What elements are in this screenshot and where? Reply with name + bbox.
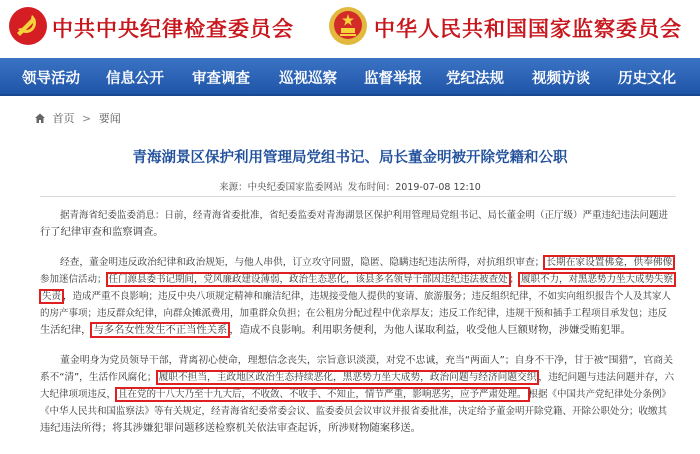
paragraph-line: 《中华人民共和国监察法》等有关规定，经青海省纪委常委会议、监委委员会议审议并报省委批准，决定给予董金明开除党籍、开除公职处分；收缴其 — [40, 406, 668, 417]
highlight-box: 履职不力，对黑恶势力坐大成势失察 — [518, 272, 676, 287]
paragraph-line: 行了纪律审查和监察调查。 — [40, 226, 164, 238]
nav-item-regulations[interactable]: 党纪法规 — [446, 71, 504, 87]
paragraph-line — [40, 254, 676, 271]
paragraph-line: 董金明身为党员领导干部，背离初心使命，理想信念丧失，宗旨意识淡漠，对党不忠诚，充当“两面人”；自身不干净，甘于被“围猎”，官商关 — [60, 355, 673, 366]
paragraph-line — [40, 386, 676, 403]
nav-item-video[interactable]: 视频访谈 — [532, 71, 590, 87]
breadcrumb-home[interactable]: 首页 — [52, 112, 75, 125]
text-span: 生活纪律， — [40, 324, 92, 336]
text-span: ，违纪问题与违法问题并存，六 — [538, 372, 675, 383]
main-nav — [0, 58, 700, 96]
text-span: 根据《中国共产党纪律处分条例》 — [528, 389, 672, 400]
paragraph-line: 的房产事项；违反群众纪律，向群众摊派费用，加重群众负担；在公租房分配过程中优亲厚友；违反工作纪律，违规干预和插手工程项目承发包；违反 — [40, 308, 668, 319]
org-name-ccdi: 中共中央纪律检查委员会 — [52, 16, 294, 41]
text-span: ，造成不良影响。利用职务便利，为他人谋取利益，收受他人巨额财物，涉嫌受贿犯罪。 — [229, 324, 631, 336]
highlight-box: 长期在家设置佛龛，供奉佛像 — [543, 255, 675, 270]
paragraph-line — [40, 322, 676, 339]
text-span: 大纪律项项违反， — [40, 389, 117, 400]
text-span: ，造成严重不良影响；违反中央八项规定精神和廉洁纪律，违规接受他人提供的宴请、旅游服务；违反组织纪律，不如实向组织报告个人及其家人 — [63, 291, 672, 302]
nav-item-leadership[interactable]: 领导活动 — [22, 71, 80, 87]
home-icon — [34, 112, 46, 124]
text-span: ； — [509, 274, 520, 285]
article-date: 发布时间：2019-07-08 12:10 — [347, 182, 481, 193]
breadcrumb-separator: > — [82, 112, 92, 125]
highlight-box: 失责 — [39, 289, 64, 304]
highlight-box: 任门源县委书记期间，党风廉政建设薄弱，政治生态恶化，该县多名领导干部因违纪违法被查处 — [106, 272, 511, 287]
party-emblem-icon — [8, 6, 48, 46]
paragraph-line — [40, 369, 676, 386]
breadcrumb — [34, 110, 121, 126]
article-body — [40, 207, 676, 437]
article-source: 来源：中央纪委国家监委网站 — [219, 182, 343, 193]
org-name-nsc: 中华人民共和国国家监察委员会 — [374, 16, 682, 41]
title-divider — [40, 196, 676, 197]
highlight-box: 且在党的十八大乃至十九大后，不收敛、不收手、不知止，情节严重，影响恶劣，应予严肃处理。 — [115, 387, 530, 402]
text-span: 参加迷信活动； — [40, 274, 107, 285]
text-span: 经查，董金明违反政治纪律和政治规矩，与他人串供，订立攻守同盟，隐匿、隐瞒违纪违法所得，对抗组织审查； — [60, 257, 545, 268]
nav-item-history[interactable]: 历史文化 — [618, 71, 676, 87]
highlight-box: 与多名女性发生不正当性关系 — [90, 322, 230, 338]
paragraph-line — [40, 288, 676, 305]
article-meta — [0, 179, 700, 193]
nav-item-report[interactable]: 监督举报 — [364, 71, 422, 87]
nav-item-info-disclosure[interactable]: 信息公开 — [106, 71, 164, 87]
paragraph-line — [40, 271, 676, 288]
nav-item-inspection[interactable]: 巡视巡察 — [279, 71, 337, 87]
breadcrumb-section[interactable]: 要闻 — [98, 112, 121, 125]
highlight-box: 履职不担当，主政地区政治生态持续恶化，黑恶势力坐大成势，政治问题与经济问题交织 — [156, 370, 540, 385]
national-emblem-icon — [328, 6, 368, 46]
article-title: 青海湖景区保护利用管理局党组书记、局长董金明被开除党籍和公职 — [132, 150, 568, 166]
paragraph-line: 违纪违法所得；将其涉嫌犯罪问题移送检察机关依法审查起诉，所涉财物随案移送。 — [40, 422, 421, 434]
nav-item-investigation[interactable]: 审查调查 — [192, 71, 250, 87]
paragraph-line: 据青海省纪委监委消息：日前，经青海省委批准，省纪委监委对青海湖景区保护利用管理局党组书记、局长董金明（正厅级）严重违纪违法问题进 — [60, 210, 669, 221]
text-span: 系不“清”，生活作风腐化； — [40, 372, 157, 383]
site-header — [0, 0, 700, 58]
